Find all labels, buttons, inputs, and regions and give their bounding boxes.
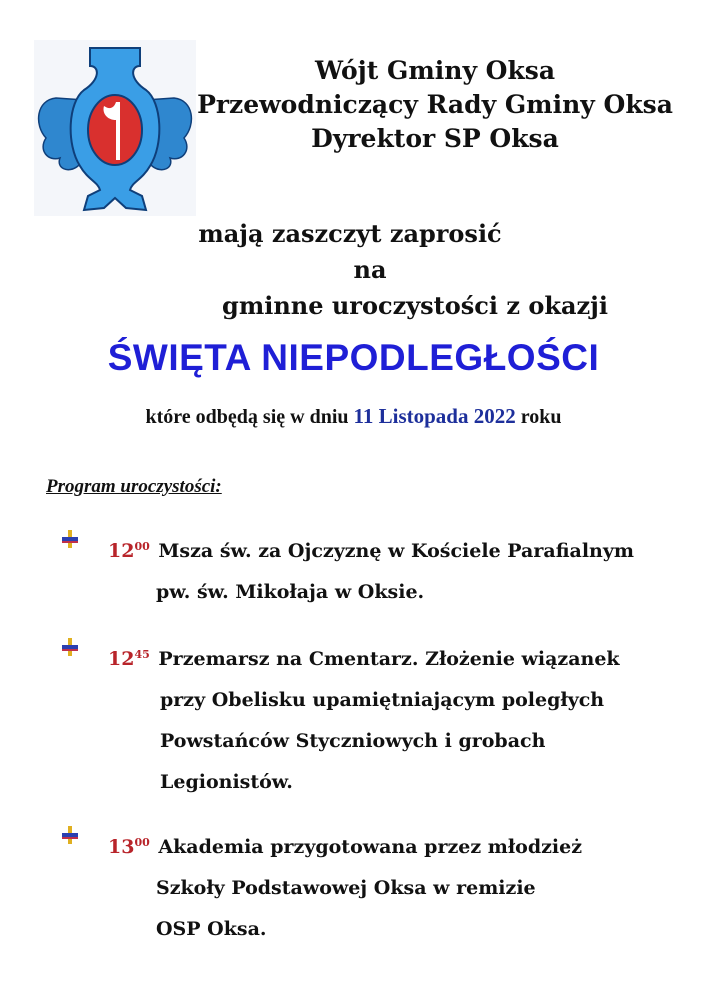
invitation-line: na xyxy=(353,255,387,284)
date-line xyxy=(0,404,707,429)
program-text: Msza św. za Ojczyznę w Kościele Parafialnym xyxy=(158,540,634,562)
event-date: 11 Listopada 2022 xyxy=(353,404,516,428)
cross-bullet-icon xyxy=(60,637,80,657)
header-line-wojt: Wójt Gminy Oksa xyxy=(314,56,556,85)
date-suffix: roku xyxy=(520,406,562,428)
event-title: ŚWIĘTA NIEPODLEGŁOŚCI xyxy=(107,337,600,378)
invitation-line: gminne uroczystości z okazji xyxy=(222,291,608,320)
program-text: OSP Oksa. xyxy=(156,918,267,940)
invitation-line: mają zaszczyt zaprosić xyxy=(198,219,502,248)
program-time: $13^{00}$ xyxy=(108,836,150,858)
cross-bullet-icon xyxy=(60,529,80,549)
date-prefix: które odbędą się w dniu xyxy=(145,406,349,428)
program-item xyxy=(60,822,700,950)
header-line-przewodniczacy: Przewodniczący Rady Gminy Oksa xyxy=(197,90,673,119)
invitation-text xyxy=(150,216,610,324)
cross-bullet-icon xyxy=(60,825,80,845)
program-label: Program uroczystości: xyxy=(46,476,222,497)
program-text: pw. św. Mikołaja w Oksie. xyxy=(156,581,425,603)
program-text: Powstańców Styczniowych i grobach xyxy=(160,730,546,752)
header-line-dyrektor: Dyrektor SP Oksa xyxy=(311,124,559,153)
program-text: Akademia przygotowana przez młodzież xyxy=(158,836,583,858)
program-text: Legionistów. xyxy=(160,771,293,793)
program-item xyxy=(60,634,700,803)
program-text: Szkoły Podstawowej Oksa w remizie xyxy=(156,877,536,899)
program-text: przy Obelisku upamiętniającym poległych xyxy=(160,689,605,711)
program-item xyxy=(60,526,700,613)
program-text: Przemarsz na Cmentarz. Złożenie wiązanek xyxy=(158,648,620,670)
coat-of-arms-emblem xyxy=(34,40,196,216)
program-time: $12^{45}$ xyxy=(108,648,150,670)
header xyxy=(195,54,675,156)
program-time: $12^{00}$ xyxy=(108,540,150,562)
